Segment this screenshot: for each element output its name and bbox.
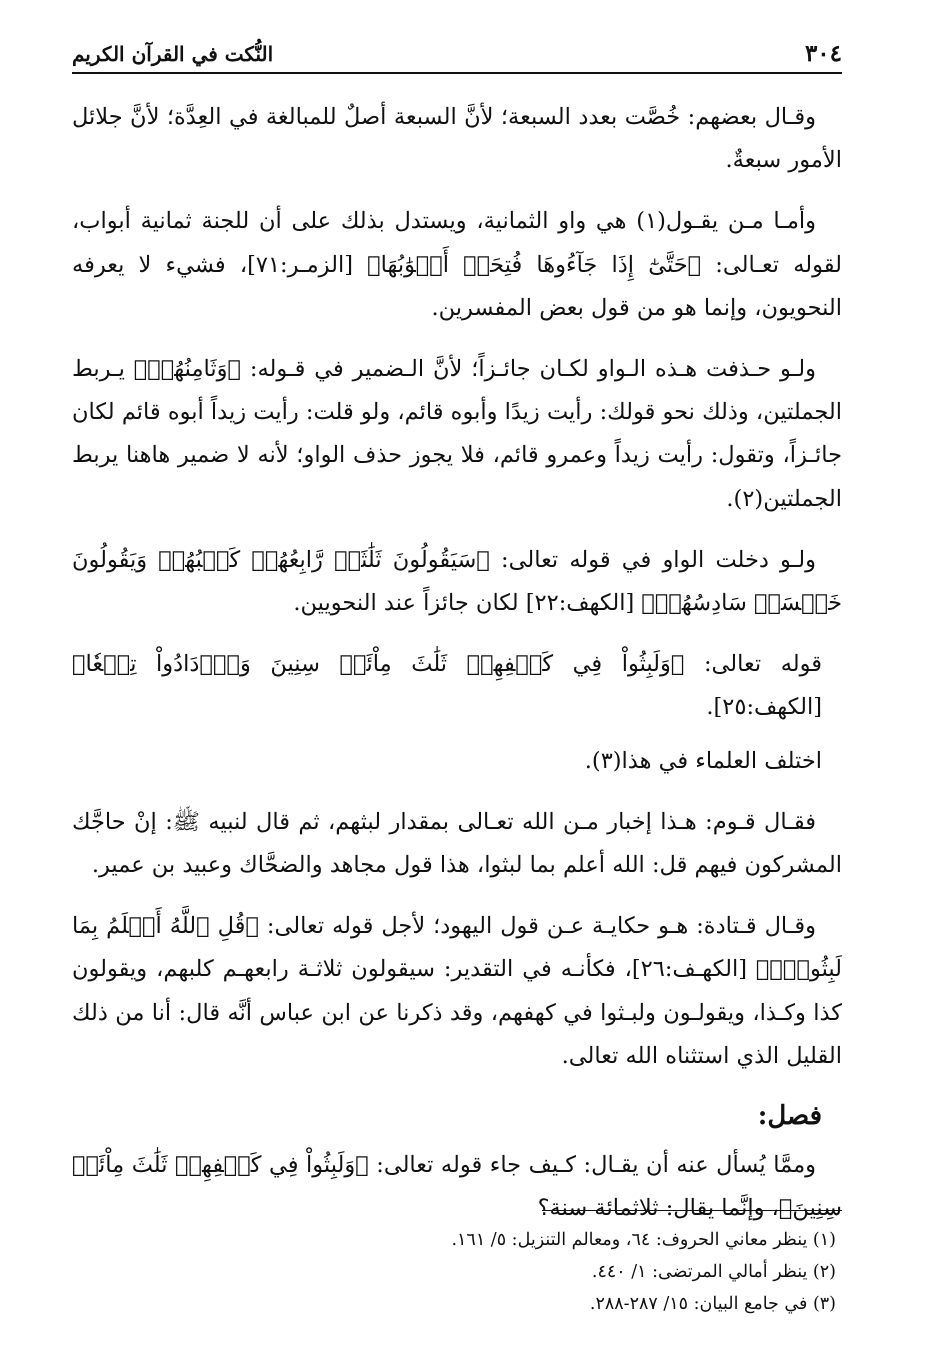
section-paragraph: وممَّا يُسأل عنه أن يقـال: كـيف جاء قوله تعالى: ﴿وَلَبِثُواْ فِي كَهۡفِهِمۡ ثَلَٰثَ مِاْئَةٖ سِنِينَ﴾، وإنَّما يقال: ثلاثمائة سنة؟ [72, 1152, 842, 1222]
book-page [72, 38, 842, 1328]
page-number: ٣٠٤ [804, 40, 842, 67]
paragraph-4: ولـو دخلت الواو في قوله تعالى: ﴿سَيَقُولُونَ ثَلَٰثَةٞ رَّابِعُهُمۡ كَلۡبُهُمۡ وَيَقُولُونَ خَمۡسَةٞ سَادِسُهُمۡ﴾ [الكهف:٢٢] لكان جائزاً عند النحويين. [72, 546, 842, 617]
paragraph-5: فقـال قـوم: هـذا إخبار مـن الله تعـالى بمقدار لبثهم، ثم قال لنبيه ﷺ: إنْ حاجَّك المشركون فيهم قل: الله أعلم بما لبثوا، هذا قول مجاهد والضحَّاك وعبيد بن عمير. [72, 808, 842, 879]
page-header [72, 38, 842, 74]
page-body [72, 96, 842, 1248]
paragraph-1: وقـال بعضهم: خُصَّت بعدد السبعة؛ لأنَّ السبعة أصلٌ للمبالغة في العِدَّة؛ لأنَّ جلائل الأمور سبعةٌ. [72, 104, 842, 174]
footnotes [72, 1224, 842, 1320]
paragraph-6: وقـال قـتادة: هـو حكايـة عـن قول اليهود؛ لأجل قوله تعالى: ﴿قُلِ ٱللَّهُ أَعۡلَمُ بِمَا لَبِثُواْۖ﴾ [الكهـف:٢٦]، فكأنـه في التقدير: سيقولون ثلاثـة رابعهـم كلبهم، ويقولون كذا وكـذا، ويقولـون ولبـثوا في كهفهم، وقد ذكرنا عن ابن عباس أنَّه قال: أنا من ذلك القليل الذي استثناه الله تعالى. [72, 913, 842, 1069]
quoted-verse: قوله تعالى: ﴿وَلَبِثُواْ فِي كَهۡفِهِمۡ ثَلَٰثَ مِاْئَةٖ سِنِينَ وَٱزۡدَادُواْ تِسۡعٗا﴾ [الكهف:٢٥]. [72, 651, 822, 721]
quoted-note: اختلف العلماء في هذا(٣). [584, 747, 822, 774]
footnote-2: (٢) ينظر أمالي المرتضى: ١/ ٤٤٠. [591, 1262, 836, 1282]
footnote-1: (١) ينظر معاني الحروف: ٦٤، ومعالم التنزيل: ٥/ ١٦١. [451, 1230, 836, 1250]
running-title: النُّكت في القرآن الكريم [72, 42, 274, 66]
footnote-divider [542, 1210, 842, 1211]
paragraph-3: ولـو حـذفت هـذه الـواو لكـان جائـزاً؛ لأنَّ الـضمير في قـوله: ﴿وَثَامِنُهُمۡ﴾ يـربط الجملتين، وذلك نحو قولك: رأيت زيدًا وأبوه قائم، ولو قلت: رأيت زيداً أبوه قائم لكان جائـزاً، وتقول: رأيت زيداً وعمرو قائم، فلا يجوز حذف الواو؛ لأنه لا ضمير هاهنا يربط الجملتين(٢). [72, 356, 842, 512]
footnote-3: (٣) في جامع البيان: ١٥/ ٢٨٧-٢٨٨. [589, 1294, 836, 1314]
section-heading: فصل: [757, 1101, 822, 1132]
paragraph-2: وأمـا مـن يقـول(١) هي واو الثمانية، ويستدل بذلك على أن للجنة ثمانية أبواب، لقوله تعـالى: ﴿حَتَّىٰٓ إِذَا جَآءُوهَا فُتِحَتۡ أَبۡوَٰبُهَا﴾ [الزمـر:٧١]، فشيء لا يعرفه النحويون، وإنما هو من قول بعض المفسرين. [72, 208, 842, 321]
